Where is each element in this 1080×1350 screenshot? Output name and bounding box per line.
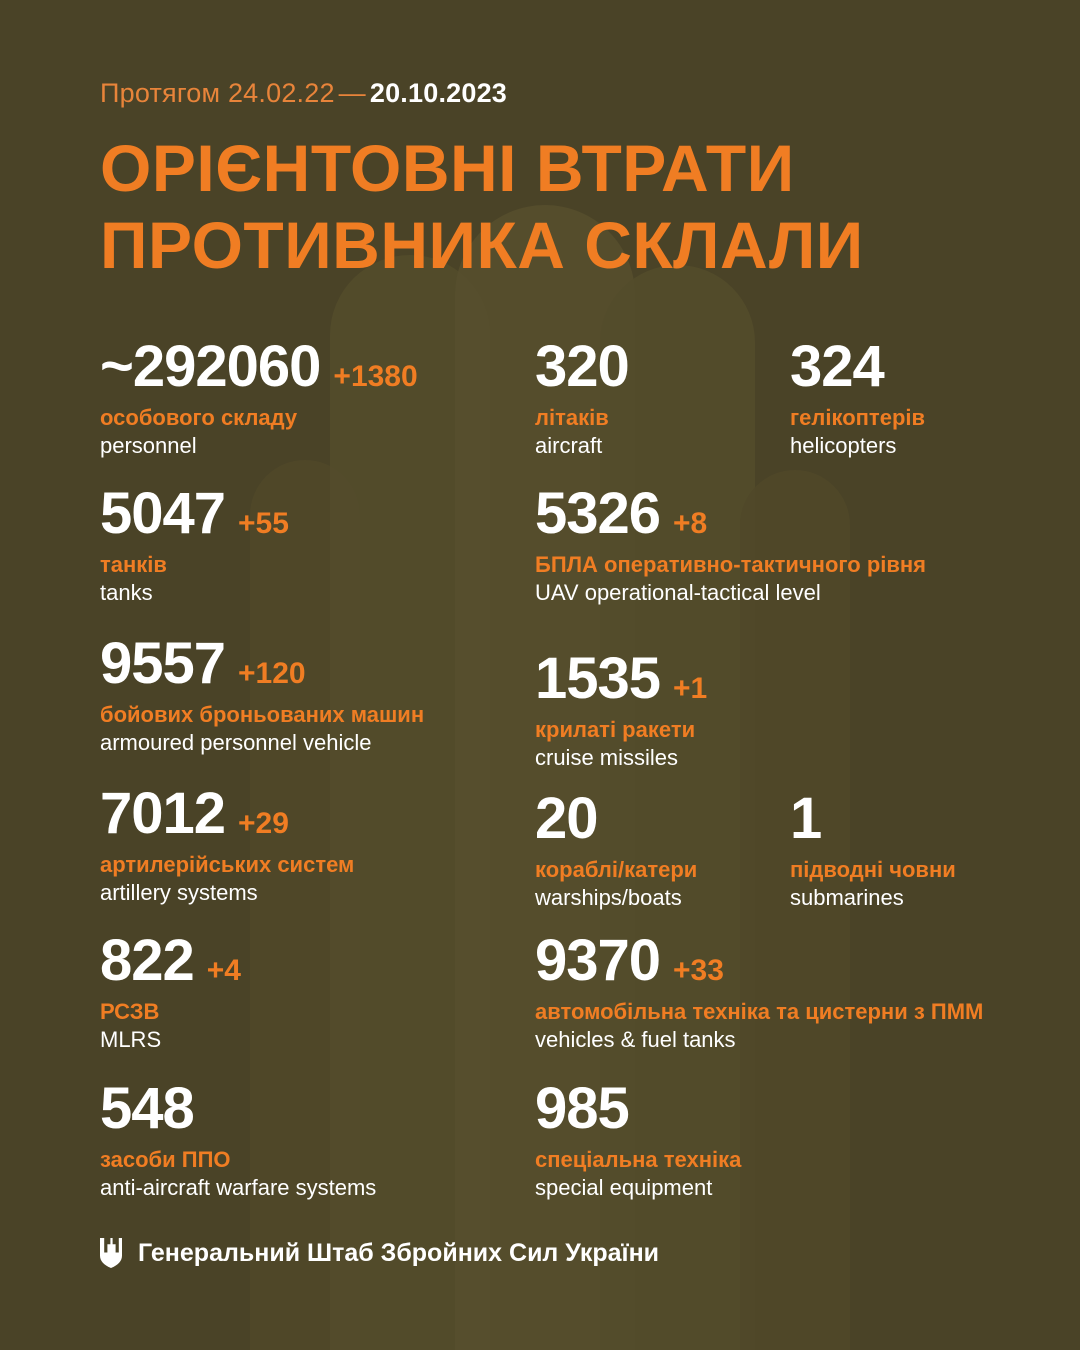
stat-label-ua: артилерійських систем (100, 852, 355, 877)
stat-delta: +8 (673, 507, 708, 540)
stat-value: 9557 (100, 631, 226, 696)
stat-delta: +33 (673, 954, 724, 987)
stat-label-en: aircraft (535, 433, 603, 458)
stat-label-ua: бойових броньованих машин (100, 702, 425, 727)
stat-helicopters (790, 334, 926, 459)
stat-label-en: personnel (100, 433, 197, 458)
stat-delta: +29 (238, 807, 289, 840)
page-title (100, 130, 864, 284)
stat-mlrs (100, 928, 241, 1053)
stat-label-en: anti-aircraft warfare systems (100, 1175, 377, 1200)
footer (100, 1238, 659, 1268)
stat-label-ua: спеціальна техніка (535, 1147, 742, 1172)
stat-value: 1 (790, 786, 822, 851)
date-prefix: Протягом 24.02.22 (100, 78, 335, 108)
stat-delta: +55 (238, 507, 289, 540)
stat-label-ua: РСЗВ (100, 999, 160, 1024)
stat-value: 9370 (535, 928, 661, 993)
stat-label-ua: автомобільна техніка та цистерни з ПММ (535, 999, 984, 1024)
stat-label-en: helicopters (790, 433, 897, 458)
stat-label-ua: підводні човни (790, 857, 956, 882)
date-line (100, 78, 507, 109)
stat-value: 985 (535, 1076, 629, 1141)
trident-icon (100, 1238, 122, 1268)
stat-value: 822 (100, 928, 194, 993)
stat-label-ua: засоби ППО (100, 1147, 231, 1172)
stat-value: 548 (100, 1076, 194, 1141)
stat-submarines (790, 786, 956, 911)
stat-label-ua: особового складу (100, 405, 298, 430)
stat-uav (535, 481, 927, 606)
stat-label-ua: гелікоптерів (790, 405, 926, 430)
stat-label-en: special equipment (535, 1175, 713, 1200)
stat-label-en: MLRS (100, 1027, 162, 1052)
stat-value: 320 (535, 334, 629, 399)
date-dash: — (338, 78, 366, 108)
stat-label-ua: крилаті ракети (535, 717, 696, 742)
stat-delta: +4 (206, 954, 241, 987)
stat-label-ua: БПЛА оперативно-тактичного рівня (535, 552, 927, 577)
stat-label-en: cruise missiles (535, 745, 679, 770)
stat-value: 1535 (535, 646, 661, 711)
stat-value: 5047 (100, 481, 226, 546)
stat-delta: +1 (673, 672, 708, 705)
stat-label-en: UAV operational-tactical level (535, 580, 821, 605)
stat-cruise-missiles (535, 646, 708, 771)
stat-special-equipment (535, 1076, 742, 1201)
stat-vehicles-fuel-tanks (535, 928, 984, 1053)
date-value: 20.10.2023 (369, 78, 508, 108)
stat-label-en: armoured personnel vehicle (100, 730, 372, 755)
stat-label-ua: танків (100, 552, 167, 577)
stat-label-en: tanks (100, 580, 153, 605)
stat-value: 5326 (535, 481, 661, 546)
stat-label-ua: кораблі/катери (535, 857, 698, 882)
page-title-line-1: ОРІЄНТОВНІ ВТРАТИ (100, 131, 795, 205)
stat-warships-boats (535, 786, 698, 911)
stat-value: 20 (535, 786, 598, 851)
stat-value: 324 (790, 334, 884, 399)
stat-personnel (100, 334, 418, 459)
stat-value: ~292060 (100, 334, 321, 399)
stat-label-en: submarines (790, 885, 904, 910)
stat-delta: +120 (238, 657, 306, 690)
stat-artillery-systems (100, 781, 355, 906)
stat-label-en: warships/boats (535, 885, 682, 910)
footer-text: Генеральний Штаб Збройних Сил України (138, 1238, 660, 1267)
stat-label-en: artillery systems (100, 880, 258, 905)
stat-label-ua: літаків (535, 405, 609, 430)
stat-delta: +1380 (333, 360, 418, 393)
stat-aircraft (535, 334, 642, 459)
page-title-line-2: ПРОТИВНИКА СКЛАЛИ (100, 208, 864, 283)
stat-label-en: vehicles & fuel tanks (535, 1027, 736, 1052)
stat-value: 7012 (100, 781, 226, 846)
stat-anti-aircraft-warfare-systems (100, 1076, 377, 1201)
stat-tanks (100, 481, 289, 606)
stat-armoured-personnel-vehicle (100, 631, 425, 756)
